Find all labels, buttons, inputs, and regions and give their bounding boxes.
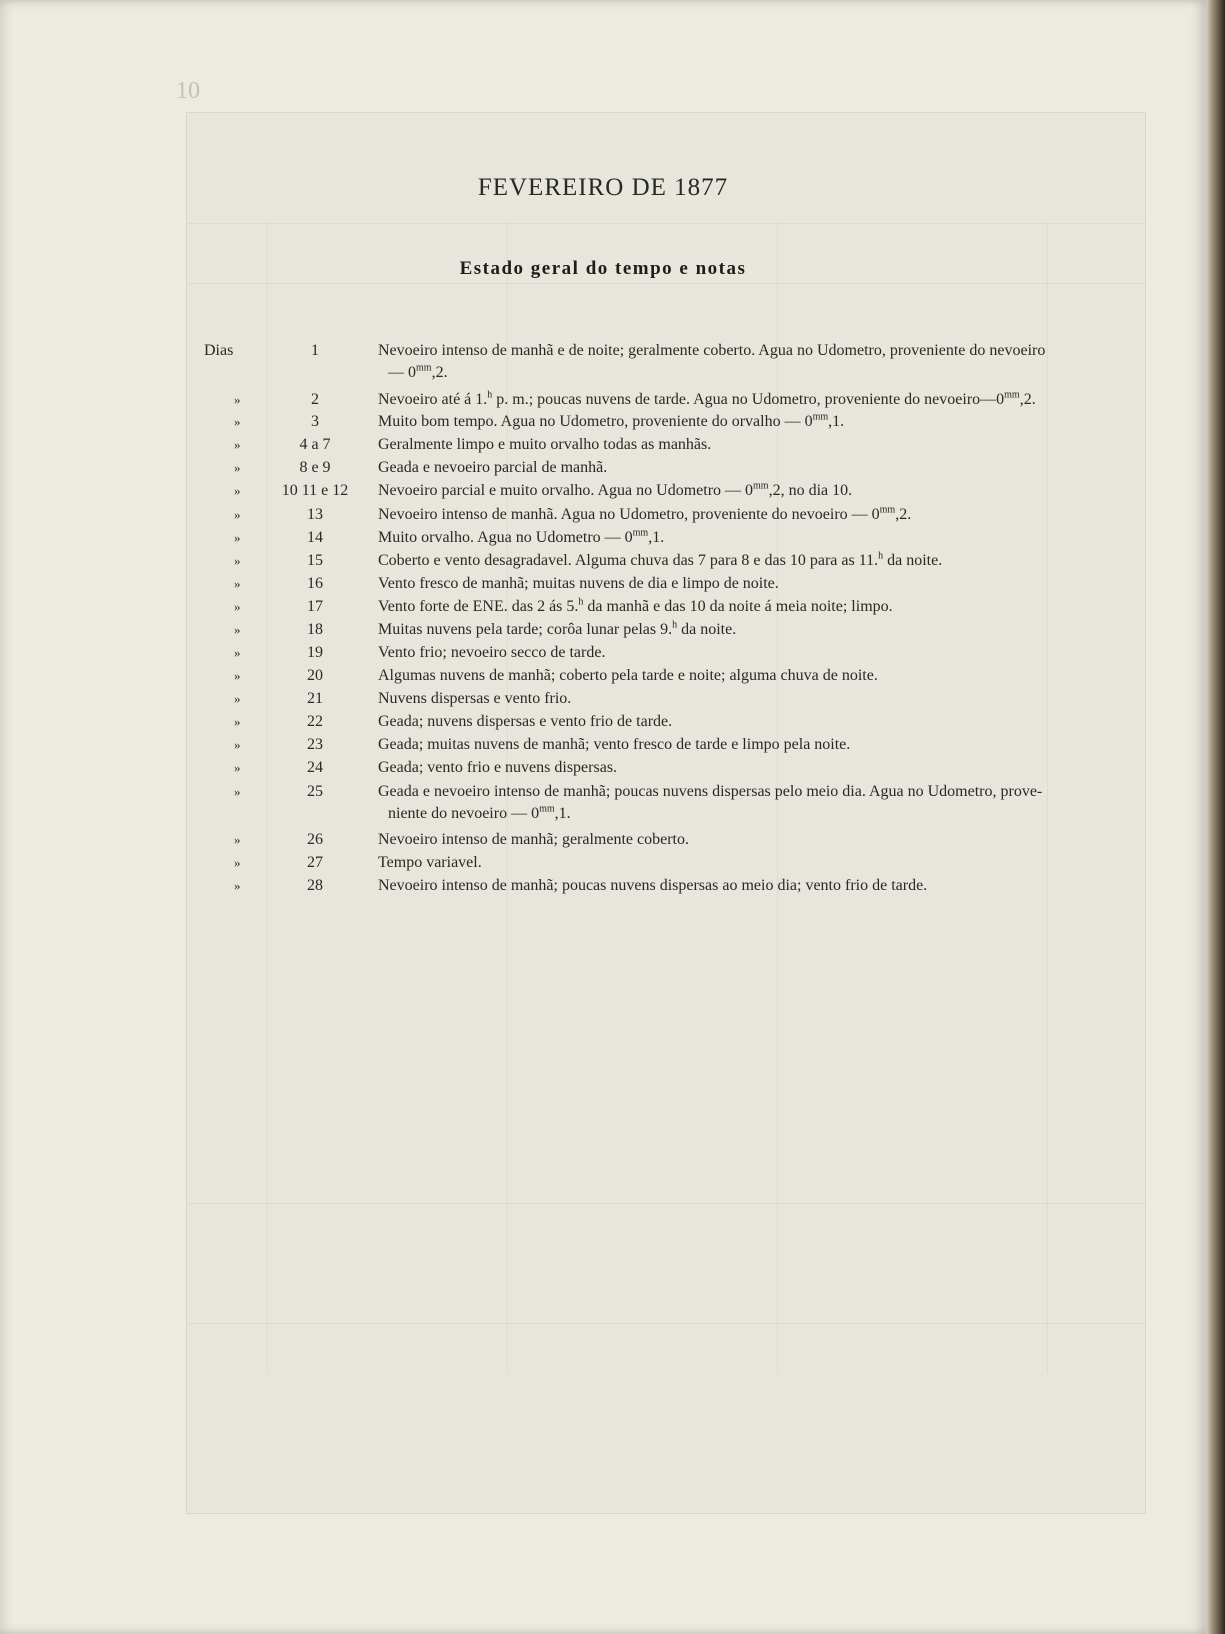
day-number: 20 [307,667,323,684]
day-number: 13 [307,506,323,523]
day-number: 14 [307,529,323,546]
ditto-mark: » [234,832,241,847]
day-number: 26 [307,831,323,848]
weather-note: Geada e nevoeiro intenso de manhã; poucas nuvens dispersas pelo meio dia. Agua no Udometro, prove- niente do nevoeiro — $0^{mm},1$. [378,783,1043,822]
day-number: 24 [307,759,323,776]
weather-note: Nevoeiro até á 1.$^h$ p. m.; poucas nuvens de tarde. Agua no Udometro, proveniente do $nevoeiro—0^{mm},2$. [378,389,1036,408]
day-number: 18 [307,621,323,638]
day-number: 15 [307,552,323,569]
ditto-mark: » [234,437,241,452]
weather-note: Nevoeiro intenso de manhã; poucas nuvens dispersas ao meio dia; vento frio de tarde. [378,877,928,894]
ditto-mark: » [234,668,241,683]
day-number: 25 [307,783,323,800]
day-number: 17 [307,598,323,615]
day-number: 10 11 e 12 [281,482,349,499]
book-edge [1206,0,1225,1634]
ditto-mark: » [234,392,241,407]
weather-note: Muitas nuvens pela tarde; corôa lunar pelas 9.$^h$ da noite. [378,619,737,638]
ditto-mark: » [234,576,241,591]
weather-note: Nuvens dispersas e vento frio. [378,690,572,707]
weather-note: Geada; muitas nuvens de manhã; vento fresco de tarde e limpo pela noite. [378,736,851,753]
weather-note: Vento forte de ENE. das 2 ás 5.$^h$ da manhã e das 10 da noite á meia noite; limpo. [378,596,893,615]
weather-note: Geada; vento frio e nuvens dispersas. [378,759,618,776]
weather-note: Nevoeiro intenso de manhã. Agua no Udometro, proveniente do nevoeiro — $0^{mm},2$. [378,504,912,523]
ditto-mark: » [234,460,241,475]
day-number: 27 [307,854,323,871]
weather-note: Nevoeiro intenso de manhã e de noite; geralmente coberto. Agua no Udometro, proveniente do nevoeiro — $0^{mm},2$. [378,342,1046,381]
ditto-mark: » [234,714,241,729]
ditto-mark: » [234,645,241,660]
weather-note: Coberto e vento desagradavel. Alguma chuva das 7 para 8 e das 10 para as 11.$^h$ da noite. [378,550,943,569]
day-number: 21 [307,690,323,707]
weather-note: Geada; nuvens dispersas e vento frio de tarde. [378,713,673,730]
day-number: 3 [311,413,319,430]
weather-note: Vento fresco de manhã; muitas nuvens de dia e limpo de noite. [378,575,779,592]
ditto-mark: » [234,691,241,706]
ditto-mark: » [234,878,241,893]
weather-note: Algumas nuvens de manhã; coberto pela tarde e noite; alguma chuva de noite. [378,667,878,684]
ditto-mark: » [234,553,241,568]
ditto-mark: » [234,599,241,614]
section-subtitle: Estado geral do tempo e notas [459,258,747,279]
days-label: Dias [204,342,234,359]
ditto-mark: » [234,414,241,429]
weather-note: Nevoeiro parcial e muito orvalho. Agua no Udometro — $0^{mm},2$, no dia 10. [378,480,853,499]
day-number: 4 a 7 [299,436,331,453]
page-number: 10 [176,78,200,104]
day-number: 19 [307,644,323,661]
ditto-mark: » [234,760,241,775]
ditto-mark: » [234,784,241,799]
weather-note: Tempo variavel. [378,854,482,871]
day-number: 8 e 9 [299,459,331,476]
weather-note: Geada e nevoeiro parcial de manhã. [378,459,608,476]
day-number: 23 [307,736,323,753]
weather-note: Vento frio; nevoeiro secco de tarde. [378,644,606,661]
weather-note: Muito bom tempo. Agua no Udometro, proveniente do orvalho — $0^{mm},1$. [378,411,845,430]
weather-note: Geralmente limpo e muito orvalho todas as manhãs. [378,436,712,453]
weather-note: Muito orvalho. Agua no Udometro — $0^{mm},1$. [378,527,665,546]
weather-note: Nevoeiro intenso de manhã; geralmente coberto. [378,831,689,848]
ditto-mark: » [234,737,241,752]
ditto-mark: » [234,530,241,545]
day-number: 22 [307,713,323,730]
ditto-mark: » [234,622,241,637]
ditto-mark: » [234,507,241,522]
day-number: 28 [307,877,323,894]
day-number: 2 [311,391,319,408]
ditto-mark: » [234,855,241,870]
day-number: 16 [307,575,323,592]
day-number: 1 [311,342,319,359]
page-title: FEVEREIRO DE 1877 [477,174,729,201]
ditto-mark: » [234,483,241,498]
